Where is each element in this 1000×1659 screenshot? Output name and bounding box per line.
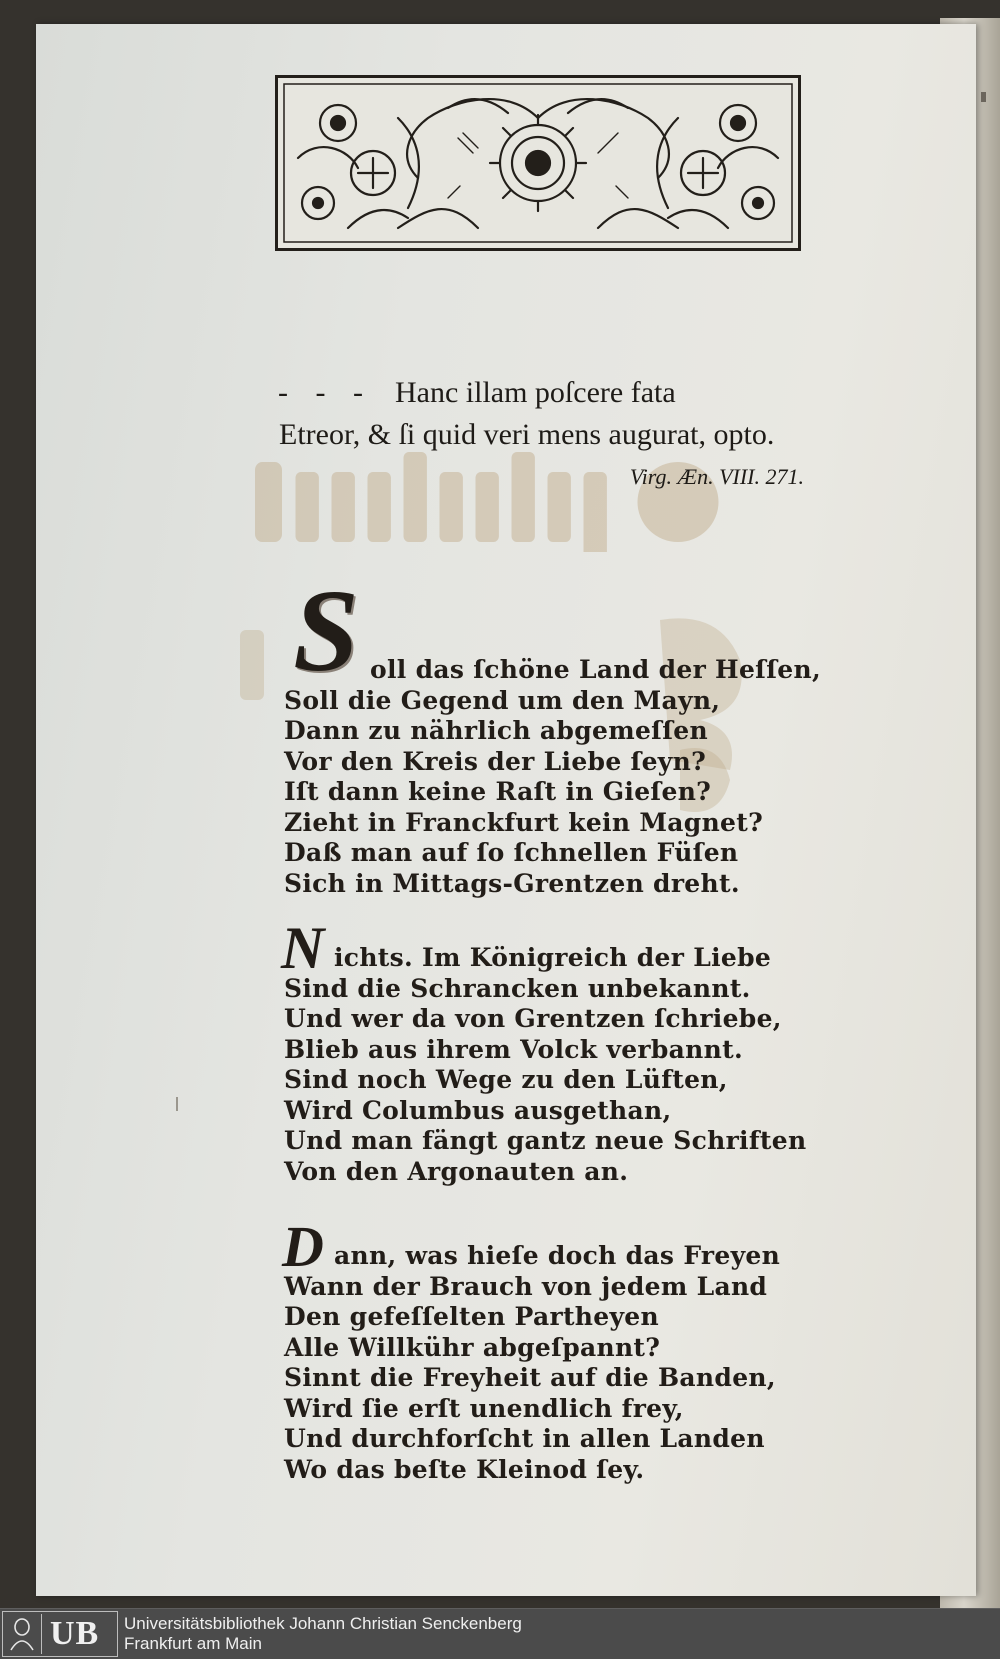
library-name-line-2: Frankfurt am Main <box>124 1634 262 1653</box>
verse-line: Iſt dann keine Raſt in Gieſen? <box>284 777 712 806</box>
verse-line: Und wer da von Grentzen ſchriebe, <box>284 1004 782 1033</box>
verse-line: Wann der Brauch von jedem Land <box>284 1271 768 1301</box>
floral-ornament-icon <box>278 78 798 248</box>
verse-line: Und man fängt gantz neue Schriften <box>284 1126 807 1155</box>
stanza-3-dropcap: D <box>282 1214 324 1279</box>
library-logo[interactable] <box>2 1611 118 1657</box>
verse-line: Von den Argonauten an. <box>284 1156 629 1186</box>
verse-line: Soll die Gegend um den Mayn, <box>284 685 721 715</box>
motto-dashes: - - - <box>278 376 373 409</box>
bleed-through-blackletter <box>255 440 723 581</box>
verse-line: Blieb aus ihrem Volck verbannt. <box>284 1034 743 1064</box>
library-seal-icon <box>7 1614 42 1654</box>
verse-line: Vor den Kreis der Liebe ſeyn? <box>284 746 707 776</box>
seal-portrait-icon <box>7 1614 37 1652</box>
verse-line: Und durchforſcht in allen Landen <box>284 1424 765 1453</box>
motto-line-1 <box>278 376 676 410</box>
library-logo-text: UB <box>50 1615 100 1652</box>
library-footer <box>0 1608 1000 1659</box>
verse-line: Wird Columbus ausgethan, <box>284 1095 672 1125</box>
stanza-2-dropcap: N <box>281 915 325 981</box>
verse-line: Den gefeſſelten Partheyen <box>284 1302 659 1331</box>
margin-mark <box>176 1097 178 1111</box>
verse-line: ichts. Im Königreich der Liebe <box>334 943 772 972</box>
motto-line-2: Etreor, & ſi quid veri mens augurat, opto. <box>279 418 775 451</box>
verse-line: Sinnt die Freyheit auf die Banden, <box>284 1363 776 1392</box>
verse-line: Sich in Mittags-Grentzen dreht. <box>284 868 740 898</box>
stanza-1 <box>284 655 821 899</box>
verse-line: Wird ſie erſt unendlich frey, <box>284 1393 684 1423</box>
verse-line: Zieht in Franckfurt kein Magnet? <box>284 807 764 837</box>
verse-line: Sind noch Wege zu den Lüften, <box>284 1065 728 1094</box>
verse-line: Wo das beſte Kleinod ſey. <box>284 1454 645 1484</box>
verse-line: Sind die Schrancken unbekannt. <box>284 973 751 1003</box>
verse-line: ann, was hieſe doch das Freyen <box>334 1241 781 1270</box>
library-name-line-1: Universitätsbibliothek Johann Christian Senckenberg <box>124 1614 522 1633</box>
verse-line: Alle Willkühr abgeſpannt? <box>284 1332 661 1362</box>
bleed-through-shape <box>255 442 723 552</box>
verse-line: Daß man auf ſo ſchnellen Füſen <box>284 838 739 867</box>
floral-ornament-headpiece <box>275 75 801 251</box>
verse-line: Dann zu nährlich abgemeſſen <box>284 716 708 745</box>
stanza-3 <box>284 1241 780 1485</box>
library-name <box>124 1614 522 1654</box>
page-edge-mark <box>981 92 986 102</box>
motto-citation: Virg. Æn. VIII. 271. <box>629 464 804 489</box>
verse-line: oll das ſchöne Land der Heſſen, <box>370 655 821 684</box>
motto-line-1-text: Hanc illam poſcere fata <box>394 376 676 409</box>
stanza-1-dropcap: S <box>293 565 359 696</box>
stanza-2 <box>284 943 806 1187</box>
